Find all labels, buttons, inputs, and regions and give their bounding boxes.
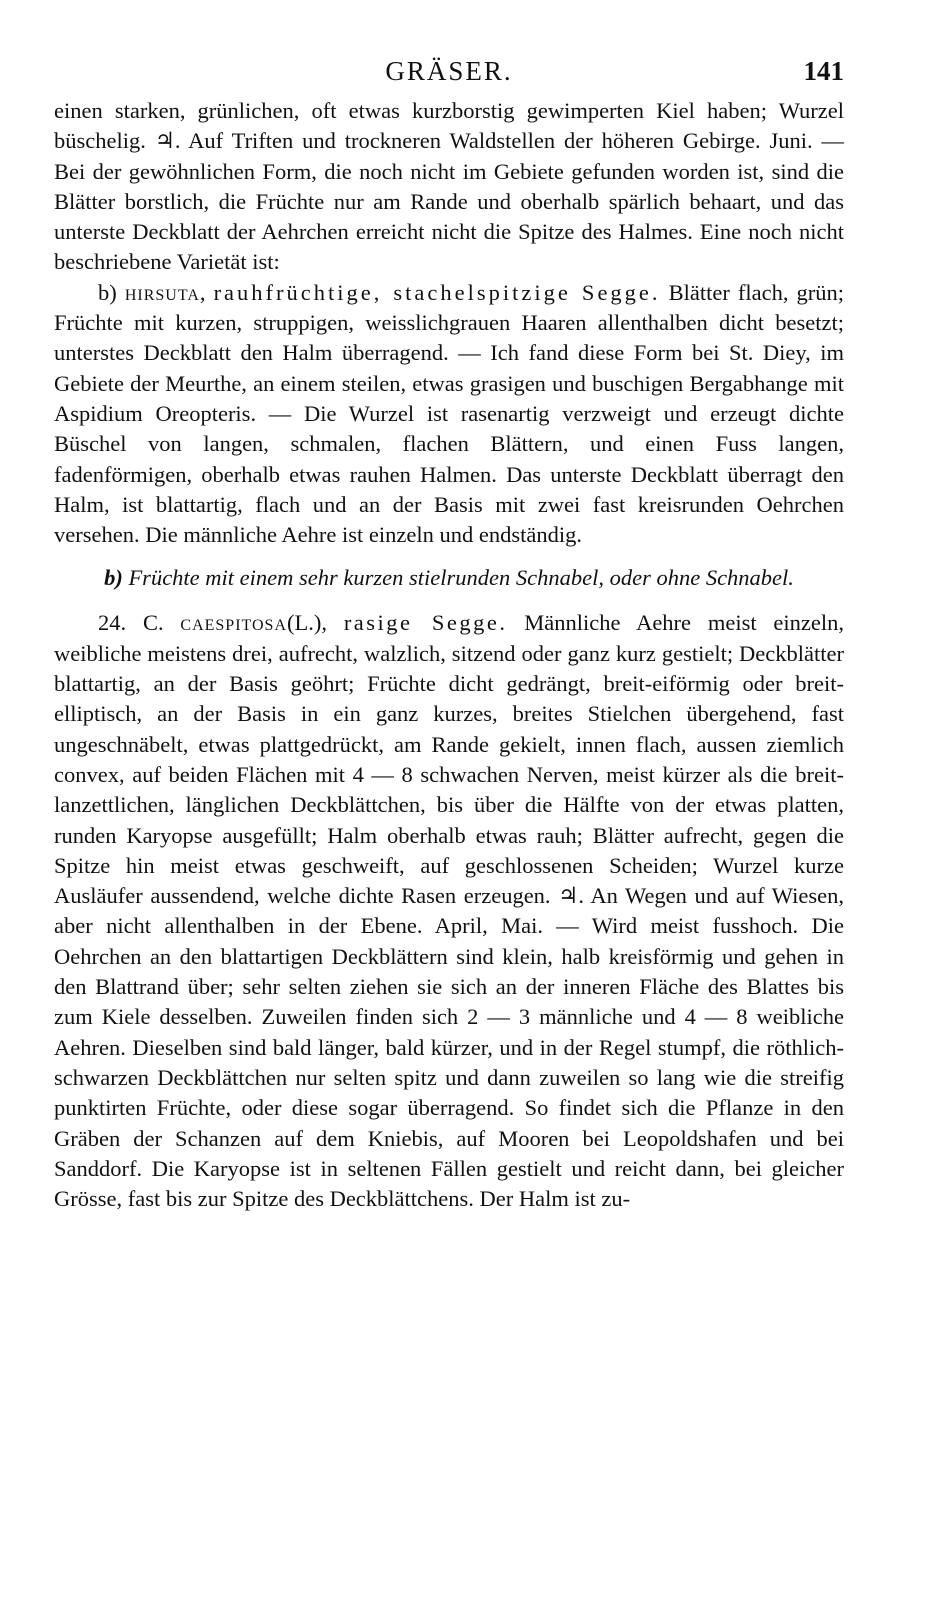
- species-number: 24. C.: [98, 610, 164, 636]
- section-heading: [54, 564, 844, 592]
- running-title: GRÄSER.: [385, 56, 513, 86]
- section-heading-label: b): [104, 565, 123, 591]
- page-number: 141: [803, 56, 844, 86]
- variety-name: hirsuta: [124, 279, 200, 305]
- species-entry: [54, 608, 844, 1214]
- variety-common-name: rauhfrüchtige, stachelspitzige Segge.: [213, 279, 661, 305]
- variety-label: b): [98, 279, 117, 305]
- body-text: [54, 96, 844, 1214]
- variety-description: Blätter flach, grün; Früchte mit kurzen, struppigen, weisslichgrauen Haaren allenthalben dicht besetzt; unterstes Deckblatt den Halm überragend. — Ich fand diese Form bei St. Diey, im Gebiete der Meurthe, an einem steilen, etwas grasigen und buschigen Bergabhange mit Aspidium Oreopteris. — Die Wurzel ist rasenartig verzweigt und erzeugt dichte Büschel von langen, schmalen, flachen Blättern, und einen Fuss langen, fadenförmigen, oberhalb etwas rauhen Halmen. Das unterste Deckblatt überragt den Halm, ist blattartig, flach und an der Basis mit zwei fast kreisrunden Oehrchen versehen. Die männliche Aehre ist einzeln und endständig.: [54, 279, 845, 548]
- species-description: Männliche Aehre meist einzeln, weibliche meistens drei, aufrecht, walzlich, sitzend oder ganz kurz gestielt; Deckblätter blattartig, an der Basis geöhrt; Früchte dicht gedrängt, breit-eiförmig oder breit-elliptisch, an der Basis in ein ganz kurzes, breites Stielchen übergehend, fast ungeschnäbelt, etwas plattgedrückt, am Rande gekielt, innen flach, aussen ziemlich convex, auf beiden Flächen mit 4 — 8 schwachen Nerven, meist kürzer als die breit-lanzettlichen, länglichen Deckblättchen, bis über die Hälfte von der etwas platten, runden Karyopse ausgefüllt; Halm oberhalb etwas rauh; Blätter aufrecht, gegen die Spitze hin meist etwas geschweift, auf geschlossenen Scheiden; Wurzel kurze Ausläufer aussendend, welche dichte Rasen erzeugen. ♃. An Wegen und auf Wiesen, aber nicht allenthalben in der Ebene. April, Mai. — Wird meist fusshoch. Die Oehrchen an den blattartigen Deckblättern sind klein, halb kreisförmig und gehen in den Blattrand über; sehr selten ziehen sie sich an der inneren Fläche des Blattes bis zum Kiele desselben. Zuweilen finden sich 2 — 3 männliche und 4 — 8 weibliche Aehren. Dieselben sind bald länger, bald kürzer, und in der Regel stumpf, die röthlich-schwarzen Deckblättchen nur selten spitz und dann zuweilen so lang wie die streifig punktirten Früchte, oder diese sogar überragend. So findet sich die Pflanze in den Gräben der Schanzen auf dem Kniebis, auf Mooren bei Leopoldshafen und bei Sanddorf. Die Karyopse ist in seltenen Fällen gestielt und reicht dann, bei gleicher Grösse, fast bis zur Spitze des Deckblättchens. Der Halm ist zu-: [54, 610, 844, 1212]
- page-header: [54, 52, 844, 96]
- species-common-name: rasige Segge.: [343, 610, 508, 636]
- species-name: caespitosa: [180, 610, 288, 636]
- variety-name-suffix: ,: [199, 279, 206, 305]
- book-page: [54, 52, 844, 1214]
- paragraph-continuation: einen starken, grünlichen, oft etwas kurzborstig gewimperten Kiel haben; Wurzel büschelig. ♃. Auf Triften und trockneren Waldstellen der höheren Gebirge. Juni. — Bei der gewöhnlichen Form, die noch nicht im Gebiete gefunden worden ist, sind die Blätter borstlich, die Früchte nur am Rande und oberhalb spärlich behaart, und das unterste Deckblatt der Aehrchen erreicht nicht die Spitze des Halmes. Eine noch nicht beschriebene Varietät ist:: [54, 98, 844, 275]
- variety-entry: [54, 278, 844, 551]
- species-authority: (L.),: [287, 610, 327, 636]
- section-heading-text: Früchte mit einem sehr kurzen stielrunden Schnabel, oder ohne Schnabel.: [128, 565, 794, 591]
